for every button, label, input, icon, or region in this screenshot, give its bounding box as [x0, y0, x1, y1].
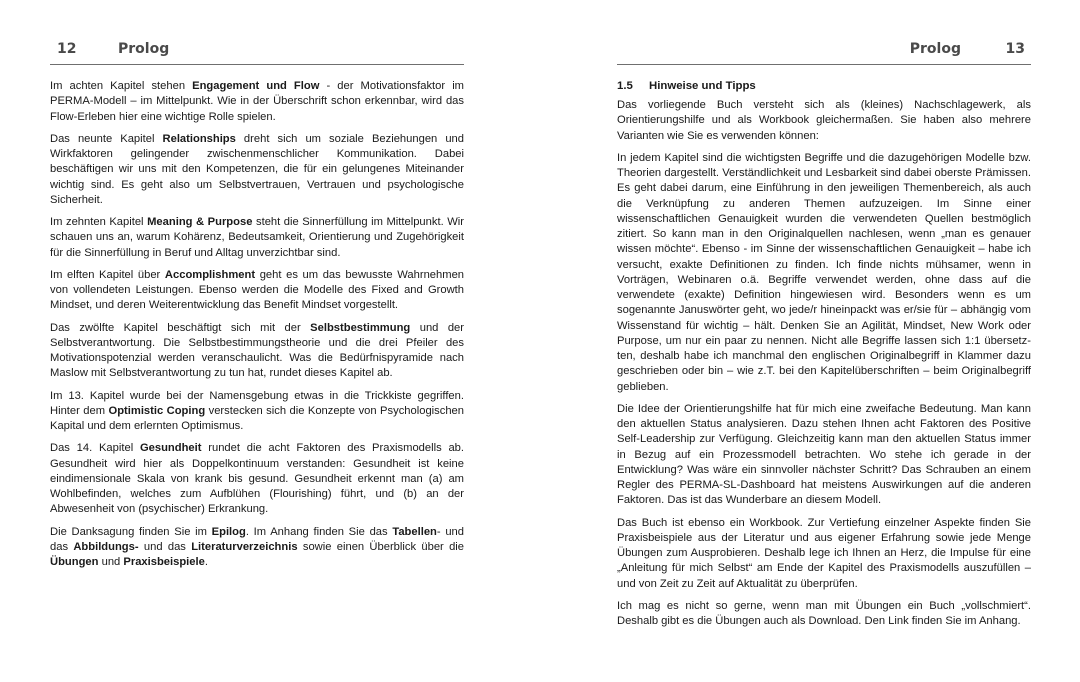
- text-run: Das 14. Kapitel: [50, 442, 140, 455]
- text-run: - und das: [50, 525, 464, 553]
- right-page-header: [617, 0, 1031, 65]
- section-heading: [617, 79, 1031, 94]
- paragraph: [50, 268, 464, 314]
- bold-term: Abbildungs-: [73, 540, 139, 553]
- text-run: . Im Anhang finden Sie das: [245, 525, 393, 538]
- paragraph: [617, 151, 1031, 395]
- text-run: und das: [138, 540, 192, 553]
- paragraph: [50, 441, 464, 517]
- paragraph: [50, 321, 464, 382]
- bold-term: Optimistic Coping: [108, 404, 206, 417]
- paragraph: [50, 389, 464, 435]
- bold-term: Praxisbeispiele: [123, 556, 205, 568]
- text-run: Das neunte Kapitel: [50, 132, 163, 145]
- text-run: Das zwölfte Kapitel beschäftigt sich mit der: [50, 321, 311, 334]
- text-run: - der Motivationsfaktor im PERMA-Modell – im Mittelpunkt. Wie in der Überschrift schon erkennbar, wird das Flow-Erleben hier eine wichtige Rolle spielen.: [50, 80, 464, 123]
- right-page-paragraphs: [617, 98, 1031, 629]
- paragraph: [50, 79, 464, 125]
- bold-term: Engagement und Flow: [192, 80, 320, 92]
- text-run: Das Buch ist ebenso ein Workbook. Zur Vertiefung einzelner Aspekte finden Sie Praxisbeispiele aus der Literatur und aus eigener Erfahrung sowie jede Menge Übungen zum Ausprobieren. Deshalb lege ich Ihnen an Herz, die Impulse für eine „Anleitung für mich Selbst“ am Ende der Kapitel des Praxismodells auszufüllen – und von Zeit zu Zeit auf Aktualität zu überprüfen.: [617, 516, 1031, 590]
- left-page-header: [50, 0, 464, 65]
- bold-term: Gesundheit: [139, 442, 202, 455]
- bold-term: Literaturverzeichnis: [191, 540, 298, 553]
- bold-term: Accomplishment: [164, 268, 256, 281]
- text-run: rundet die acht Faktoren des Praxismodells ab. Gesundheit wird hier als Doppelkontinuum verstanden: Gesundheit ist keine eindimensionale Skala von krank bis gesund. Gesundheit erkennt man (a) am Wohlbefinden, welches zum Aufblühen (Flourishing) führt, und (b) an der Abwesenheit von (psychischer) Erkrankung.: [50, 442, 464, 516]
- right-page-body: [617, 79, 1031, 636]
- paragraph: [50, 132, 464, 208]
- bold-term: Tabellen: [392, 525, 437, 538]
- text-run: Die Danksagung finden Sie im: [50, 525, 212, 538]
- text-run: Ich mag es nicht so gerne, wenn man mit Übungen ein Buch „vollschmiert“. Deshalb gibt es die Übungen auch als Download. Den Link finden Sie im Anhang.: [617, 599, 1031, 627]
- bold-term: Relationships: [162, 132, 236, 145]
- right-page: [617, 0, 1031, 627]
- paragraph: [50, 215, 464, 261]
- paragraph: [617, 402, 1031, 509]
- paragraph: [617, 516, 1031, 592]
- paragraph: [617, 599, 1031, 630]
- text-run: In jedem Kapitel sind die wichtigsten Begriffe und die dazugehörigen Modelle bzw. Theorien dargestellt. Verständlichkeit und Lesbarkeit sind dabei oberste Prämissen. Es geht dabei darum, eine Einführung in den jeweiligen Themenbereich, als auch die Verknüpfung zu anderen Themen aufzuzeigen. Im Sinne einer wissenschaftlichen Genauigkeit wurden die verwendeten Quellen bestmöglich zitiert. So kann man in den Originalquellen nachlesen, wenn „man es genauer wissen möchte“. Ebenso - im Sinne der wissenschaftlichen Genauigkeit – habe ich versucht, exakte Definitionen zu finden. Ich finde nichts mühsamer, wenn in Vorträgen, Webinaren o.ä. Begriffe verwendet werden, ohne dass auf die verwendete (exakte) Definition hingewiesen wird. Besonders wenn es um sogenannte Januswörter geht, wo jede/r hineinpackt was er/sie für – abhängig vom Wissenstand für wichtig – hält. Denken Sie an Agilität, Mindset, New Work oder Purpose, um nur ein paar zu nennen. Nicht alle Begriffe lassen sich 1:1 übersetzten, deshalb habe ich manchmal den englischen Originalbegriff in Klammer dazu geschrieben oder bin – wie z.T. bei den Kapitelüberschriften – beim Originalbegriff geblieben.: [617, 151, 1031, 393]
- page-number: 13: [1005, 41, 1025, 57]
- text-run: geht es um das bewusste Wahrnehmen von vollendeten Leistungen. Ebenso werden die Modelle des Fixed and Growth Mindset, und deren Weiterentwicklung das Benefit Mindset vorgestellt.: [50, 268, 465, 312]
- text-run: und: [98, 556, 124, 568]
- bold-term: Epilog: [211, 525, 246, 538]
- paragraph: [50, 525, 464, 571]
- text-run: und der Selbstverantwortung. Die Selbstbestimmungstheorie und die drei Pfeiler des Motivationspotenzial werden veranschaulicht. Was die Bedürfnispyramide nach Maslow mit Selbstverantwortung zu tun hat, rundet dieses Kapitel ab.: [50, 321, 465, 380]
- text-run: sowie einen Überblick über die: [297, 540, 464, 553]
- text-run: Im zehnten Kapitel: [50, 216, 148, 228]
- text-run: Im achten Kapitel stehen: [50, 80, 193, 92]
- section-number: 1.5: [617, 80, 633, 92]
- bold-term: Meaning & Purpose: [147, 216, 253, 228]
- running-title: Prolog: [118, 41, 170, 57]
- text-run: Im 13. Kapitel wurde bei der Namensgebung etwas in die Trickkiste gegriffen. Hinter dem: [50, 389, 464, 417]
- bold-term: Übungen: [50, 556, 99, 568]
- text-run: Im elften Kapitel über: [50, 268, 165, 281]
- page-number: 12: [57, 41, 77, 57]
- text-run: Die Idee der Orientierungshilfe hat für mich eine zweifache Bedeutung. Man kann den aktuellen Status analysieren. Dazu stehen Ihnen acht Faktoren des Positive Self-Leadership zur Verfügung. Gleichzeitig kann man den aktuellen Status immer in Bezug auf ein Prozessmodell betrachten. Wo stehe ich gerade in der Entwicklung? Was wäre ein sinnvoller nächster Schritt? Das Schrauben an einem Regler des PERMA-SL-Dashboard hat meistens Auswirkungen auf die anderen Faktoren. Das ist das Wunderbare an diesem Modell.: [617, 402, 1031, 507]
- bold-term: Selbstbestimmung: [310, 321, 411, 334]
- text-run: verstecken sich die Konzepte von Psychologischen Kapital und dem erlernten Optimismus.: [50, 404, 464, 432]
- running-title: Prolog: [909, 41, 961, 57]
- text-run: dreht sich um soziale Beziehungen und Wirkfaktoren gelingender zwischenmenschlicher Kommunikation. Dabei beschäftigen wir uns mit den Kompetenzen, die für ein gelungenes Miteinander wichtig sind. Es geht also um Selbstvertrauen, Vertrauen und psychologische Sicherheit.: [50, 132, 464, 206]
- left-page: [50, 0, 465, 568]
- paragraph: [617, 98, 1031, 144]
- text-run: Das vorliegende Buch versteht sich als (kleines) Nachschlagewerk, als Orientierungshilfe und als Workbook gleichermaßen. Sie haben also mehrere Varianten wie Sie es verwenden können:: [617, 99, 1031, 142]
- section-title: Hinweise und Tipps: [649, 80, 756, 92]
- left-page-body: [50, 79, 464, 577]
- text-run: .: [204, 556, 208, 568]
- text-run: steht die Sinnerfüllung im Mittelpunkt. Wir schauen uns an, warum Kohärenz, Bedeutsamkeit, Orientierung und Zugehörigkeit für die Sinnerfüllung in Beruf und Alltag unverzichtbar sind.: [50, 216, 465, 259]
